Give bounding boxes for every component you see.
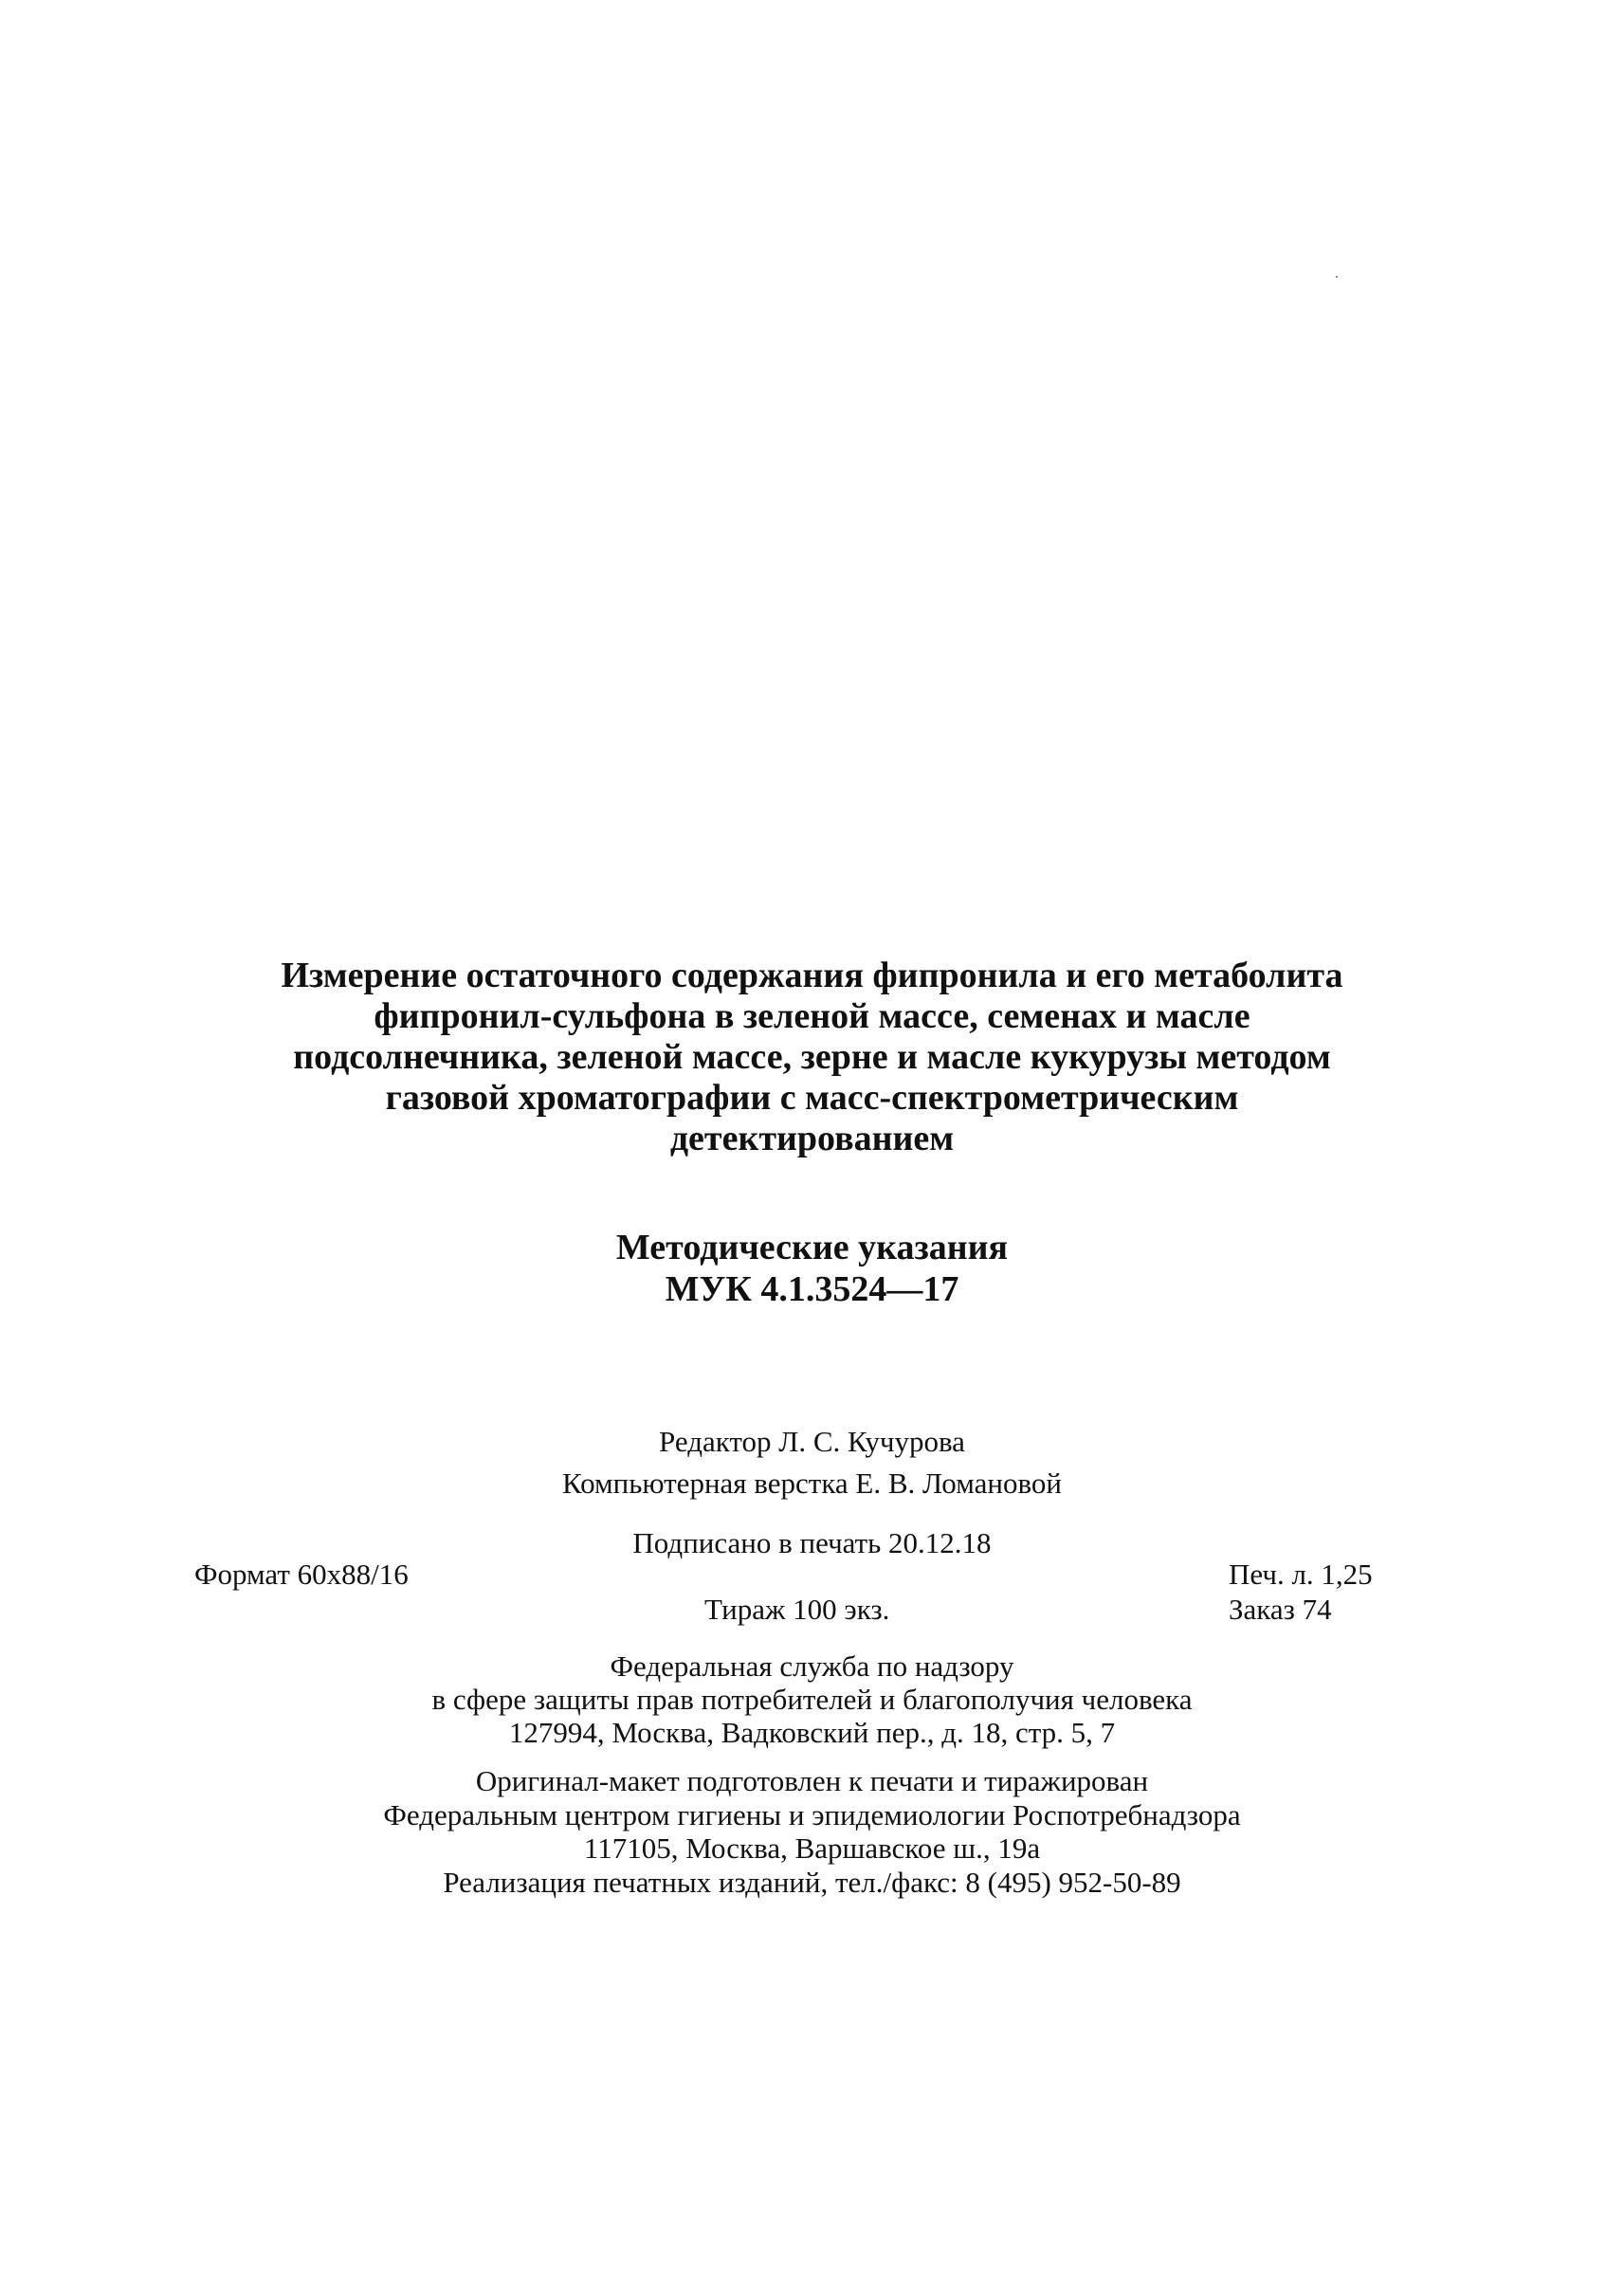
publisher-line: Федеральная служба по надзору <box>610 1649 1014 1683</box>
printer-line: Оригинал-макет подготовлен к печати и тиражирован <box>475 1764 1149 1797</box>
printer-address: 117105, Москва, Варшавское ш., 19а <box>583 1831 1041 1865</box>
scan-speck <box>1336 276 1338 278</box>
editor-credit: Редактор Л. С. Кучурова <box>659 1425 965 1458</box>
sales-contact: Реализация печатных изданий, тел./факс: 8 (495) 952-50-89 <box>443 1866 1181 1899</box>
order-number: Заказ 74 <box>1229 1593 1332 1626</box>
document-subtitle <box>0 1227 1624 1310</box>
document-type: Методические указания <box>615 1228 1009 1267</box>
circulation-info: Тираж 100 экз. <box>704 1593 890 1626</box>
format-info: Формат 60x88/16 <box>194 1558 409 1591</box>
printer-line: Федеральным центром гигиены и эпидемиологии Роспотребнадзора <box>383 1798 1241 1831</box>
title-line: детектированием <box>669 1119 955 1158</box>
document-code: МУК 4.1.3524—17 <box>665 1269 959 1309</box>
title-line: газовой хроматографии с масс-спектрометрическим <box>385 1078 1239 1118</box>
layout-credit: Компьютерная верстка Е. В. Ломановой <box>562 1467 1062 1500</box>
title-line: подсолнечника, зеленой массе, зерне и масле кукурузы методом <box>293 1037 1331 1077</box>
title-line: Измерение остаточного содержания фипронила и его метаболита <box>281 956 1343 995</box>
title-line: фипронил-сульфона в зеленой массе, семенах и масле <box>374 996 1250 1036</box>
print-sheets: Печ. л. 1,25 <box>1229 1558 1373 1591</box>
signed-date: Подписано в печать 20.12.18 <box>632 1526 992 1559</box>
publisher-line: в сфере защиты прав потребителей и благополучия человека <box>431 1683 1193 1716</box>
document-title <box>0 956 1624 1159</box>
publisher-address: 127994, Москва, Вадковский пер., д. 18, стр. 5, 7 <box>508 1716 1116 1749</box>
